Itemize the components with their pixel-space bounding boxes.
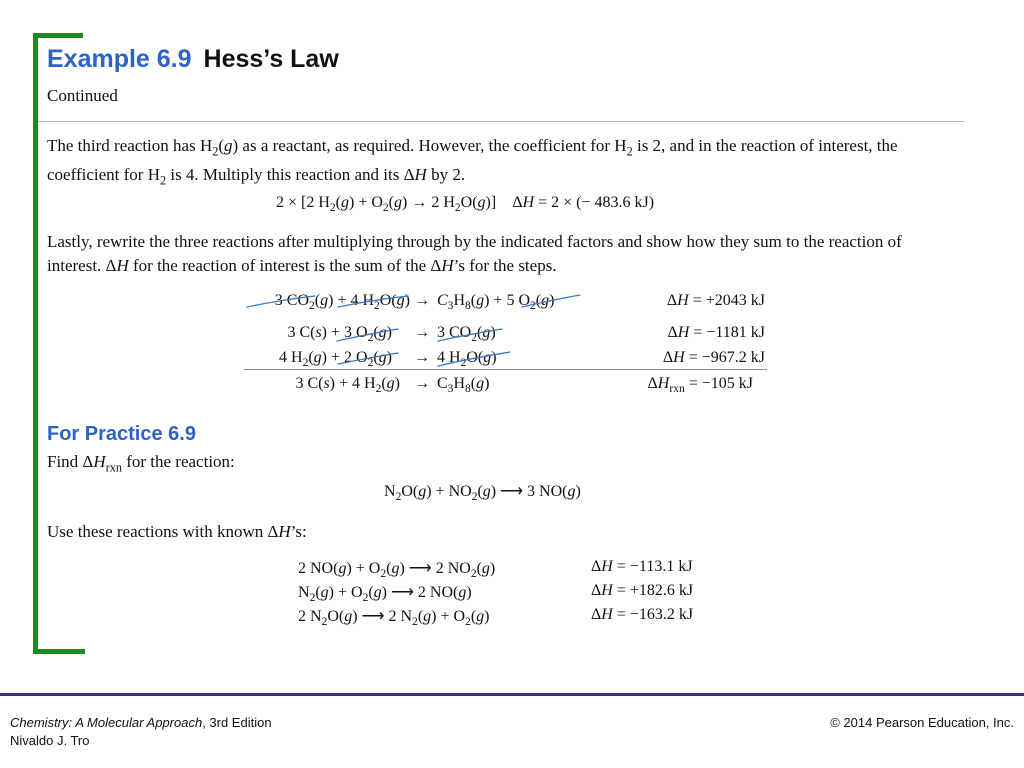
practice-reaction: 2 $NO(g) + O_2(g)$ ⟶ 2 $NO_2(g)$ <box>298 560 496 581</box>
footer-book-title: Chemistry: A Molecular Approach <box>10 715 203 730</box>
reaction-arrow: → <box>414 324 430 341</box>
title-divider <box>38 121 964 122</box>
reaction-enthalpy: ΔH = +2043 kJ <box>666 292 765 309</box>
continued-label: Continued <box>47 86 118 105</box>
footer-book <box>10 715 272 730</box>
practice-enthalpy: ΔH = +182.6 kJ <box>591 582 694 599</box>
footer-edition: , 3rd Edition <box>202 715 272 730</box>
reaction-lhs: 3 $CO_2(g) + 4$ $H_2O(g)$ <box>274 292 410 313</box>
reaction-rhs: $C_3H_8(g)$ <box>437 375 490 396</box>
practice-enthalpy: ΔH = −163.2 kJ <box>591 606 694 623</box>
reaction-lhs: 4 $H_2(g) + 2$ $O_2(g)$ <box>279 349 392 370</box>
sum-rule-line <box>244 369 767 370</box>
practice-target-reaction: $N_2O(g) + NO_2(g)$ ⟶ 3 NO(g) <box>384 483 581 504</box>
for-practice-heading: For Practice 6.9 <box>47 423 196 445</box>
reaction-rhs: $C_3H_8(g) + 5$ $O_2(g)$ <box>437 292 555 313</box>
reaction-lhs: 3 C(s) + 3 $O_2(g)$ <box>287 324 392 345</box>
reaction-arrow: → <box>414 292 430 309</box>
bracket-top-tick <box>33 33 83 38</box>
practice-find-text: Find $\Delta H_{rxn}$ for the reaction: <box>47 452 235 475</box>
reaction-rhs: 3 $CO_2(g)$ <box>437 324 496 345</box>
reaction-enthalpy: $\Delta H_{rxn} = -105$ kJ <box>647 375 753 396</box>
paragraph-third-reaction: The third reaction has $H_2(g)$ as a reactant, as required. However, the coefficient for $H_2$ is 2, and in the reaction of interest, the coefficient for $H_2$ is 4. Multiply this reaction and its ΔH by 2. <box>47 136 898 188</box>
footer-copyright: © 2014 Pearson Education, Inc. <box>830 715 1014 730</box>
footer-rule <box>0 693 1024 696</box>
example-number: Example 6.9 <box>47 45 192 73</box>
paragraph-sum-reactions: Lastly, rewrite the three reactions after multiplying through by the indicated factors and show how they sum to the reaction of interest. ΔH for the reaction of interest is the sum of the ΔH’s for the steps. <box>47 232 902 275</box>
bracket-left-bar <box>33 33 38 653</box>
practice-enthalpy: ΔH = −113.1 kJ <box>591 558 693 575</box>
reaction-enthalpy: ΔH = −967.2 kJ <box>662 349 765 366</box>
footer-author: Nivaldo J. Tro <box>10 733 90 748</box>
practice-use-text: Use these reactions with known ΔH’s: <box>47 522 307 541</box>
multiply-equation: 2 × [2 $H_2(g) + O_2(g) \to 2$ $H_2O(g)$] ΔH = 2 × (− 483.6 kJ) <box>276 194 655 215</box>
bracket-bottom-tick <box>33 649 85 654</box>
practice-reaction: $N_2(g) + O_2(g)$ ⟶ 2 NO(g) <box>298 584 472 605</box>
reaction-enthalpy: ΔH = −1181 kJ <box>667 324 765 341</box>
slide-title <box>47 45 339 74</box>
reaction-arrow: → <box>414 349 430 366</box>
example-name: Hess’s Law <box>203 45 339 73</box>
reaction-lhs: 3 C(s) + 4 $H_2(g)$ <box>295 375 400 396</box>
reaction-arrow: → <box>414 375 430 392</box>
reaction-rhs: 4 $H_2O(g)$ <box>437 349 497 370</box>
practice-reaction: 2 $N_2O(g)$ ⟶ 2 $N_2(g) + O_2(g)$ <box>298 608 490 629</box>
